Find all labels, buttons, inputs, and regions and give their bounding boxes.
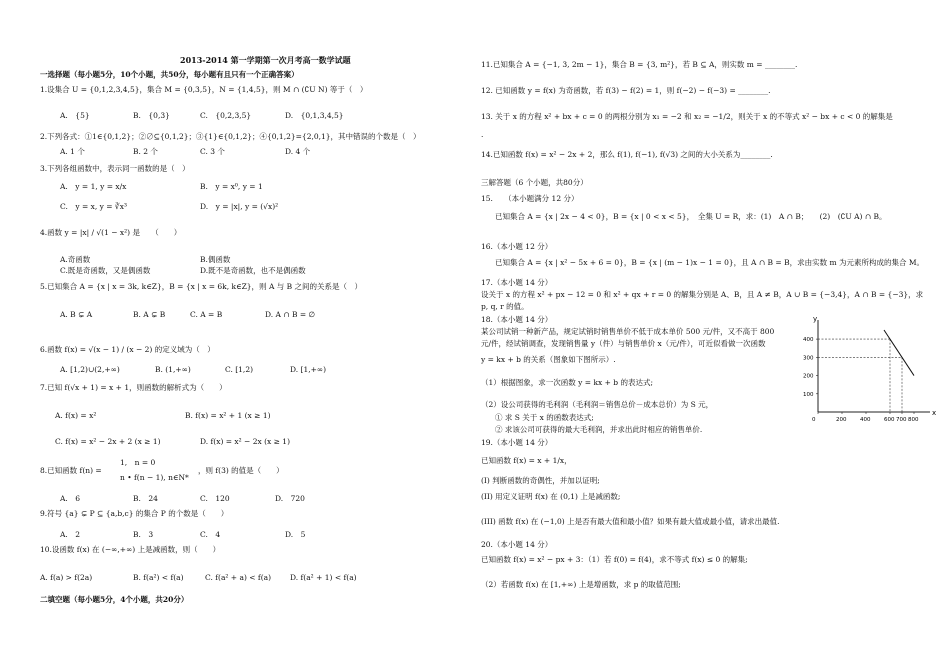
q18-part2a: ① 求 S 关于 x 的函数表达式; bbox=[495, 413, 594, 422]
q10-opt-c: C. f(a² + a) < f(a) bbox=[205, 573, 272, 582]
q6-stem: 6.函数 f(x) = √(x − 1) / (x − 2) 的定义域为（ ） bbox=[40, 345, 215, 354]
q6-opt-c: C. [1,2) bbox=[225, 365, 254, 374]
q17-head: 17.（本小题 14 分） bbox=[481, 278, 553, 287]
q20-body: 已知函数 f(x) = x² − px + 3：（1）若 f(0) = f(4)，求不等式 f(x) ≤ 0 的解集; bbox=[481, 555, 748, 564]
section3-header: 三解答题（6 个小题，共80分） bbox=[481, 178, 588, 187]
q15-head: 15. （本小题满分 12 分） bbox=[481, 194, 579, 203]
q5-opt-c: C. A = B bbox=[190, 310, 223, 319]
series-line bbox=[884, 330, 914, 376]
x-tick-label: 800 bbox=[908, 417, 919, 423]
q20-head: 20.（本小题 14 分） bbox=[481, 540, 553, 549]
q5-stem: 5.已知集合 A = {x | x = 3k, k∈Z}，B = {x | x = 6k, k∈Z}，则 A 与 B 之间的关系是（ ） bbox=[40, 282, 363, 291]
q8-opt-d: D. 720 bbox=[275, 494, 305, 503]
q7-opt-c: C. f(x) = x² − 2x + 2 (x ≥ 1) bbox=[55, 437, 161, 446]
x-tick-label: 200 bbox=[836, 417, 847, 423]
q2-opt-c: C. 3 个 bbox=[200, 147, 225, 156]
q3-opt-a: A. y = 1, y = x/x bbox=[60, 182, 127, 191]
q3-opt-d: D. y = |x|, y = (√x)² bbox=[200, 202, 279, 211]
section2-header: 二填空题（每小题5分，4个小题，共20分） bbox=[40, 595, 189, 604]
q5-opt-b: B. A ⊊ B bbox=[133, 310, 166, 319]
q10-opt-b: B. f(a²) < f(a) bbox=[133, 573, 184, 582]
q19-head: 19.（本小题 14 分） bbox=[481, 438, 553, 447]
q13-b: . bbox=[481, 130, 484, 139]
q9-opt-d: D. 5 bbox=[285, 530, 306, 539]
y-tick-label: 400 bbox=[803, 337, 814, 344]
x-tick-label: 600 bbox=[884, 417, 895, 423]
q2-stem: 2.下列各式：①1∈{0,1,2}；②∅⊆{0,1,2}；③{1}∈{0,1,2}；④{0,1,2}={2,0,1}，其中错误的个数是（ ） bbox=[40, 132, 421, 141]
q18-part2: （2）设公司获得的毛利润（毛利润＝销售总价－成本总价）为 S 元， bbox=[481, 400, 714, 409]
q3-opt-c: C. y = x, y = ∛x³ bbox=[60, 202, 127, 211]
q20-p2: （2）若函数 f(x) 在 [1,+∞) 上是增函数，求 p 的取值范围; bbox=[481, 580, 681, 589]
q18-head: 18.（本小题 14 分） bbox=[481, 315, 553, 324]
q9-stem: 9.符号 {a} ⊊ P ⊆ {a,b,c} 的集合 P 的个数是（ ） bbox=[40, 509, 229, 518]
q7-opt-d: D. f(x) = x² − 2x (x ≥ 1) bbox=[200, 437, 291, 446]
q5-opt-a: A. B ⊊ A bbox=[60, 310, 93, 319]
q12: 12. 已知函数 y = f(x) 为奇函数，若 f(3) − f(2) = 1，则 f(−2) − f(−3) = ________. bbox=[481, 86, 771, 95]
q15-body: 已知集合 A = {x | 2x − 4 < 0}，B = {x | 0 < x < 5}， 全集 U = R，求：(1) A ∩ B； (2) (∁U A) ∩ B。 bbox=[495, 212, 887, 221]
x-tick-label: 400 bbox=[860, 417, 871, 423]
q9-opt-a: A. 2 bbox=[60, 530, 81, 539]
q10-opt-a: A. f(a) > f(2a) bbox=[40, 573, 93, 582]
q18-line2: 元/件，经试销调查，发现销售量 y（件）与销售单价 x（元/件），可近似看做一次函数 bbox=[481, 339, 766, 348]
q18-line3: y = kx + b 的关系（图象如下图所示）. bbox=[481, 355, 616, 364]
q8-opt-c: C. 120 bbox=[200, 494, 230, 503]
y-axis-label: y bbox=[813, 315, 818, 323]
q13-a: 13. 关于 x 的方程 x² + bx + c = 0 的两根分别为 x₁ = −2 和 x₂ = −1/2，则关于 x 的不等式 x² − bx + c < 0 的解集是 bbox=[481, 112, 893, 121]
q1-stem: 1.设集合 U = {0,1,2,3,4,5}，集合 M = {0,3,5}，N = {1,4,5}，则 M ∩ (∁U N) 等于（ ） bbox=[40, 85, 368, 94]
q1-opt-a: A. {5} bbox=[60, 111, 90, 120]
q1-opt-d: D. {0,1,3,4,5} bbox=[285, 111, 344, 120]
q19-p3: (III) 函数 f(x) 在 (−1,0) 上是否有最大值和最小值？如果有最大值或最小值，请求出最值. bbox=[481, 517, 780, 526]
q18-part1: （1）根据图象，求一次函数 y = kx + b 的表达式; bbox=[481, 378, 653, 387]
q10-opt-d: D. f(a² + 1) < f(a) bbox=[290, 573, 357, 582]
q4-opt-c: C.既是奇函数，又是偶函数 bbox=[60, 266, 151, 275]
q3-opt-b: B. y = x⁰, y = 1 bbox=[200, 182, 263, 191]
q17-body2: p, q, r 的值。 bbox=[481, 302, 529, 311]
q16-body: 已知集合 A = {x | x² − 5x + 6 = 0}，B = {x | (m − 1)x − 1 = 0}，且 A ∩ B = B，求由实数 m 为元素所构成的集合 M。 bbox=[495, 258, 925, 267]
q8-stem-b: ，则 f(3) 的值是（ ） bbox=[198, 466, 284, 475]
q8-stem-a: 8.已知函数 f(n) = bbox=[40, 466, 102, 475]
q6-opt-b: B. (1,+∞) bbox=[155, 365, 191, 374]
q5-opt-d: D. A ∩ B = ∅ bbox=[265, 310, 316, 319]
q8-case2: n • f(n − 1), n∈N* bbox=[120, 473, 189, 482]
q9-opt-c: C. 4 bbox=[200, 530, 221, 539]
x-axis-label: x bbox=[932, 409, 937, 417]
q18-part2b: ② 求该公司可获得的最大毛利润，并求出此时相应的销售单价. bbox=[495, 425, 703, 434]
q3-stem: 3.下列各组函数中，表示同一函数的是（ ） bbox=[40, 164, 190, 173]
q7-opt-a: A. f(x) = x² bbox=[55, 411, 97, 420]
q1-opt-c: C. {0,2,3,5} bbox=[200, 111, 252, 120]
x-tick-label: 0 bbox=[812, 417, 816, 423]
q1-opt-b: B. {0,3} bbox=[133, 111, 170, 120]
q10-stem: 10.设函数 f(x) 在 (−∞,+∞) 上是减函数，则（ ） bbox=[40, 545, 221, 554]
q16-head: 16.（本小题 12 分） bbox=[481, 242, 553, 251]
q19-p1: (I) 判断函数的奇偶性，并加以证明; bbox=[481, 476, 600, 485]
q18-chart bbox=[800, 315, 940, 425]
q7-stem: 7.已知 f(√x + 1) = x + 1，则函数的解析式为（ ） bbox=[40, 383, 227, 392]
y-tick-label: 200 bbox=[803, 373, 814, 380]
q2-opt-b: B. 2 个 bbox=[133, 147, 158, 156]
q9-opt-b: B. 3 bbox=[133, 530, 154, 539]
y-tick-label: 300 bbox=[803, 355, 814, 362]
q4-opt-b: B.偶函数 bbox=[200, 255, 231, 264]
q7-opt-b: B. f(x) = x² + 1 (x ≥ 1) bbox=[185, 411, 271, 420]
q11: 11.已知集合 A = {−1, 3, 2m − 1}，集合 B = {3, m²}，若 B ⊆ A，则实数 m = ________. bbox=[481, 60, 798, 69]
q8-opt-a: A. 6 bbox=[60, 494, 81, 503]
q8-opt-b: B. 24 bbox=[133, 494, 158, 503]
q8-case1: 1, n = 0 bbox=[120, 458, 156, 467]
q4-opt-d: D.既不是奇函数，也不是偶函数 bbox=[200, 266, 306, 275]
q6-opt-d: D. [1,+∞) bbox=[290, 365, 327, 374]
q18-line1: 某公司试销一种新产品，规定试销时销售单价不低于成本单价 500 元/件，又不高于 800 bbox=[481, 327, 775, 336]
q2-opt-d: D. 4 个 bbox=[285, 147, 311, 156]
q19-body: 已知函数 f(x) = x + 1/x， bbox=[481, 456, 572, 465]
exam-title: 2013-2014 第一学期第一次月考高一数学试题 bbox=[180, 55, 351, 65]
q6-opt-a: A. [1,2)∪(2,+∞) bbox=[60, 365, 120, 374]
section1-header: 一选择题（每小题5分，10个小题，共50分，每小题有且只有一个正确答案） bbox=[40, 70, 299, 79]
q17-body1: 设关于 x 的方程 x² + px − 12 = 0 和 x² + qx + r = 0 的解集分别是 A、B，且 A ≠ B，A ∪ B = {−3,4}，A ∩ B = {−3}，求 bbox=[481, 290, 924, 299]
y-tick-label: 100 bbox=[803, 391, 814, 398]
q2-opt-a: A. 1 个 bbox=[60, 147, 85, 156]
q14: 14.已知函数 f(x) = x² − 2x + 2，那么 f(1), f(−1), f(√3) 之间的大小关系为________. bbox=[481, 150, 773, 159]
x-tick-label: 700 bbox=[896, 417, 907, 423]
q4-stem: 4.函数 y = |x| / √(1 − x²) 是 （ ） bbox=[40, 228, 182, 237]
q19-p2: (II) 用定义证明 f(x) 在 (0,1) 上是减函数; bbox=[481, 492, 621, 501]
q4-opt-a: A.奇函数 bbox=[60, 255, 91, 264]
